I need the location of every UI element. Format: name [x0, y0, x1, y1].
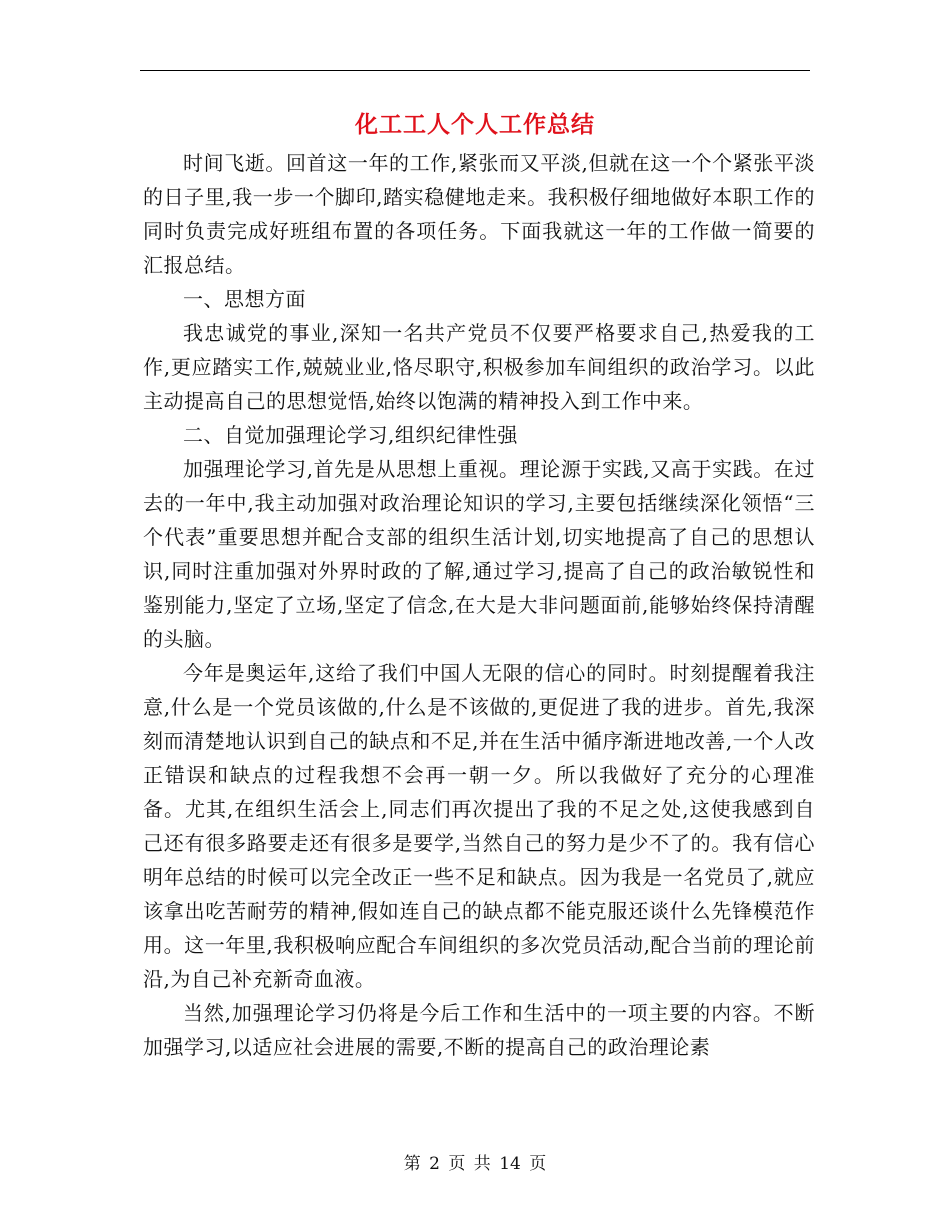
- paragraph-intro: 时间飞逝。回首这一年的工作,紧张而又平淡,但就在这一个个紧张平淡的日子里,我一步一个脚印,踏实稳健地走来。我积极仔细地做好本职工作的同时负责完成好班组布置的各项任务。下面我就这一年的工作做一简要的汇报总结。: [143, 151, 815, 277]
- paragraph-olympic-year: 今年是奥运年,这给了我们中国人无限的信心的同时。时刻提醒着我注意,什么是一个党员该做的,什么是不该做的,更促进了我的进步。首先,我深刻而清楚地认识到自己的缺点和不足,并在生活中循序渐进地改善,一个人改正错误和缺点的过程我想不会再一朝一夕。所以我做好了充分的心理准备。尤其,在组织生活会上,同志们再次提出了我的不足之处,这使我感到自己还有很多路要走还有很多是要学,当然自己的努力是少不了的。我有信心明年总结的时候可以完全改正一些不足和缺点。因为我是一名党员了,就应该拿出吃苦耐劳的精神,假如连自己的缺点都不能克服还谈什么先锋模范作用。这一年里,我积极响应配合车间组织的多次党员活动,配合当前的理论前沿,为自己补充新奇血液。: [143, 661, 815, 991]
- page-number-footer: 第 2 页 共 14 页: [403, 1154, 547, 1174]
- paragraph-continued-study: 当然,加强理论学习仍将是今后工作和生活中的一项主要的内容。不断加强学习,以适应社会进展的需要,不断的提高自己的政治理论素: [143, 1001, 815, 1059]
- paragraph-thought: 我忠诚党的事业,深知一名共产党员不仅要严格要求自己,热爱我的工作,更应踏实工作,兢兢业业,恪尽职守,积极参加车间组织的政治学习。以此主动提高自己的思想觉悟,始终以饱满的精神投入到工作中来。: [143, 321, 815, 413]
- document-title: 化工工人个人工作总结: [355, 111, 595, 138]
- document-body: [143, 146, 815, 1064]
- section-heading-thought: 一、思想方面: [183, 287, 306, 311]
- header-rule: [140, 70, 810, 71]
- section-heading-theory: 二、自觉加强理论学习,组织纪律性强: [183, 423, 518, 447]
- paragraph-theory: 加强理论学习,首先是从思想上重视。理论源于实践,又高于实践。在过去的一年中,我主动加强对政治理论知识的学习,主要包括继续深化领悟“三个代表”重要思想并配合支部的组织生活计划,切实地提高了自己的思想认识,同时注重加强对外界时政的了解,通过学习,提高了自己的政治敏锐性和鉴别能力,坚定了立场,坚定了信念,在大是大非问题面前,能够始终保持清醒的头脑。: [143, 457, 815, 651]
